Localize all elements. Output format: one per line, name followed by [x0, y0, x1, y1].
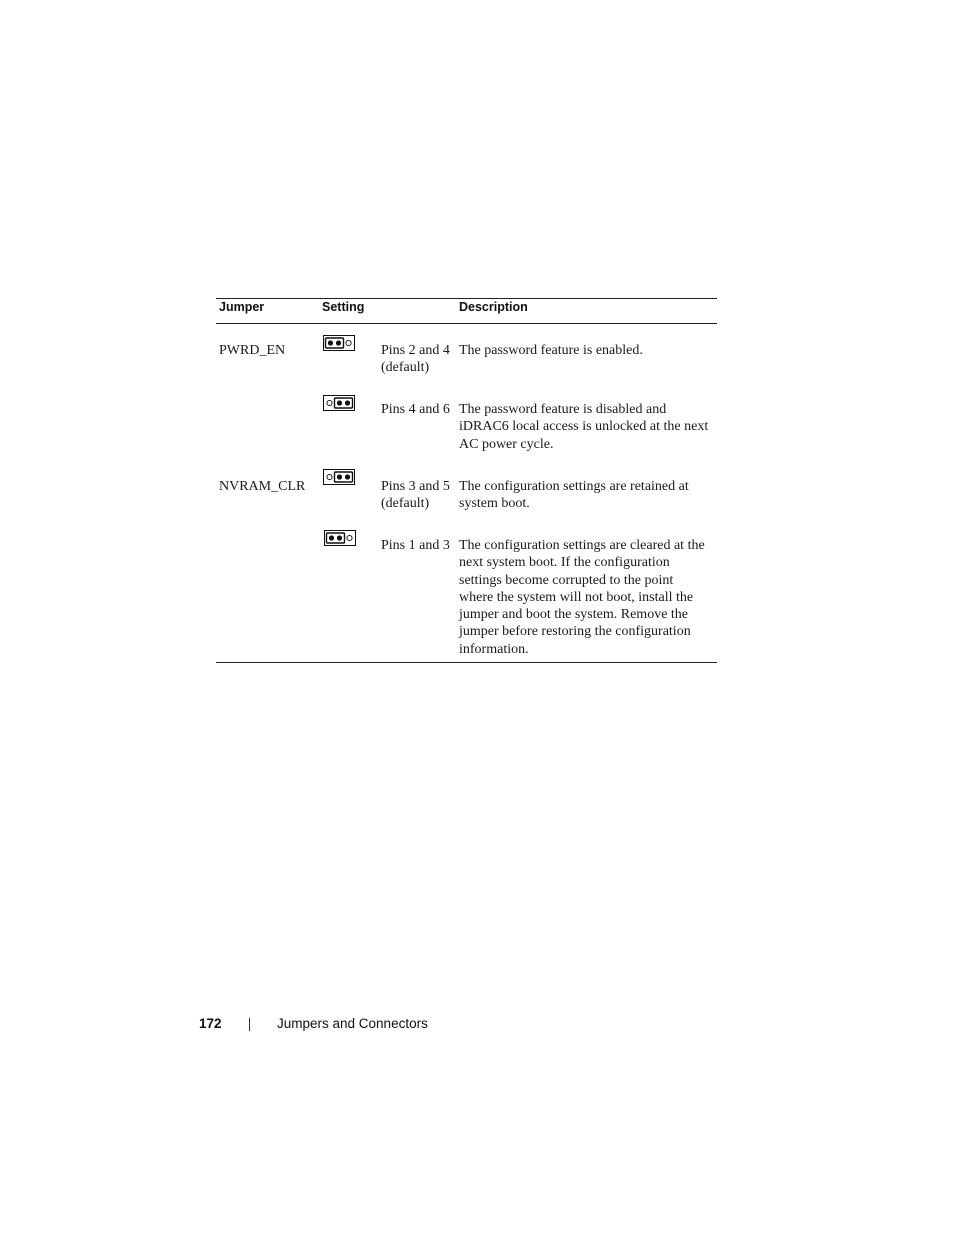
footer-section-title: Jumpers and Connectors	[277, 1016, 428, 1031]
jumper-name-pwrd-en: PWRD_EN	[219, 343, 286, 358]
setting-pins-3-5: Pins 3 and 5 (default)	[381, 479, 450, 512]
description-pwrd-en-enabled: The password feature is enabled.	[459, 343, 643, 358]
header-description: Description	[459, 300, 528, 314]
table-top-rule	[216, 298, 717, 299]
jumper-pins-3-5-icon	[323, 469, 353, 484]
header-setting: Setting	[322, 300, 365, 314]
jumper-pins-1-3-icon	[324, 530, 354, 545]
jumper-name-nvram-clr: NVRAM_CLR	[219, 479, 306, 494]
page-number: 172	[199, 1016, 222, 1031]
description-nvram-retained: The configuration settings are retained at system boot.	[459, 479, 689, 512]
description-pwrd-en-disabled: The password feature is disabled and iDRAC6 local access is unlocked at the next AC power cycle.	[459, 402, 709, 452]
jumper-pins-4-6-icon	[323, 395, 353, 410]
setting-pins-2-4: Pins 2 and 4 (default)	[381, 343, 450, 376]
table-bottom-rule	[216, 662, 717, 663]
footer-separator	[249, 1018, 250, 1031]
table-header-rule	[216, 323, 717, 324]
setting-pins-1-3: Pins 1 and 3	[381, 538, 450, 553]
header-jumper: Jumper	[219, 300, 265, 314]
jumper-pins-2-4-icon	[323, 335, 353, 350]
description-nvram-cleared: The configuration settings are cleared at the next system boot. If the configuration settings become corrupted to the point where the system will not boot, install the jumper and boot the system. Remove the jumper before restoring the configuration information.	[459, 538, 705, 657]
setting-pins-4-6: Pins 4 and 6	[381, 402, 450, 417]
